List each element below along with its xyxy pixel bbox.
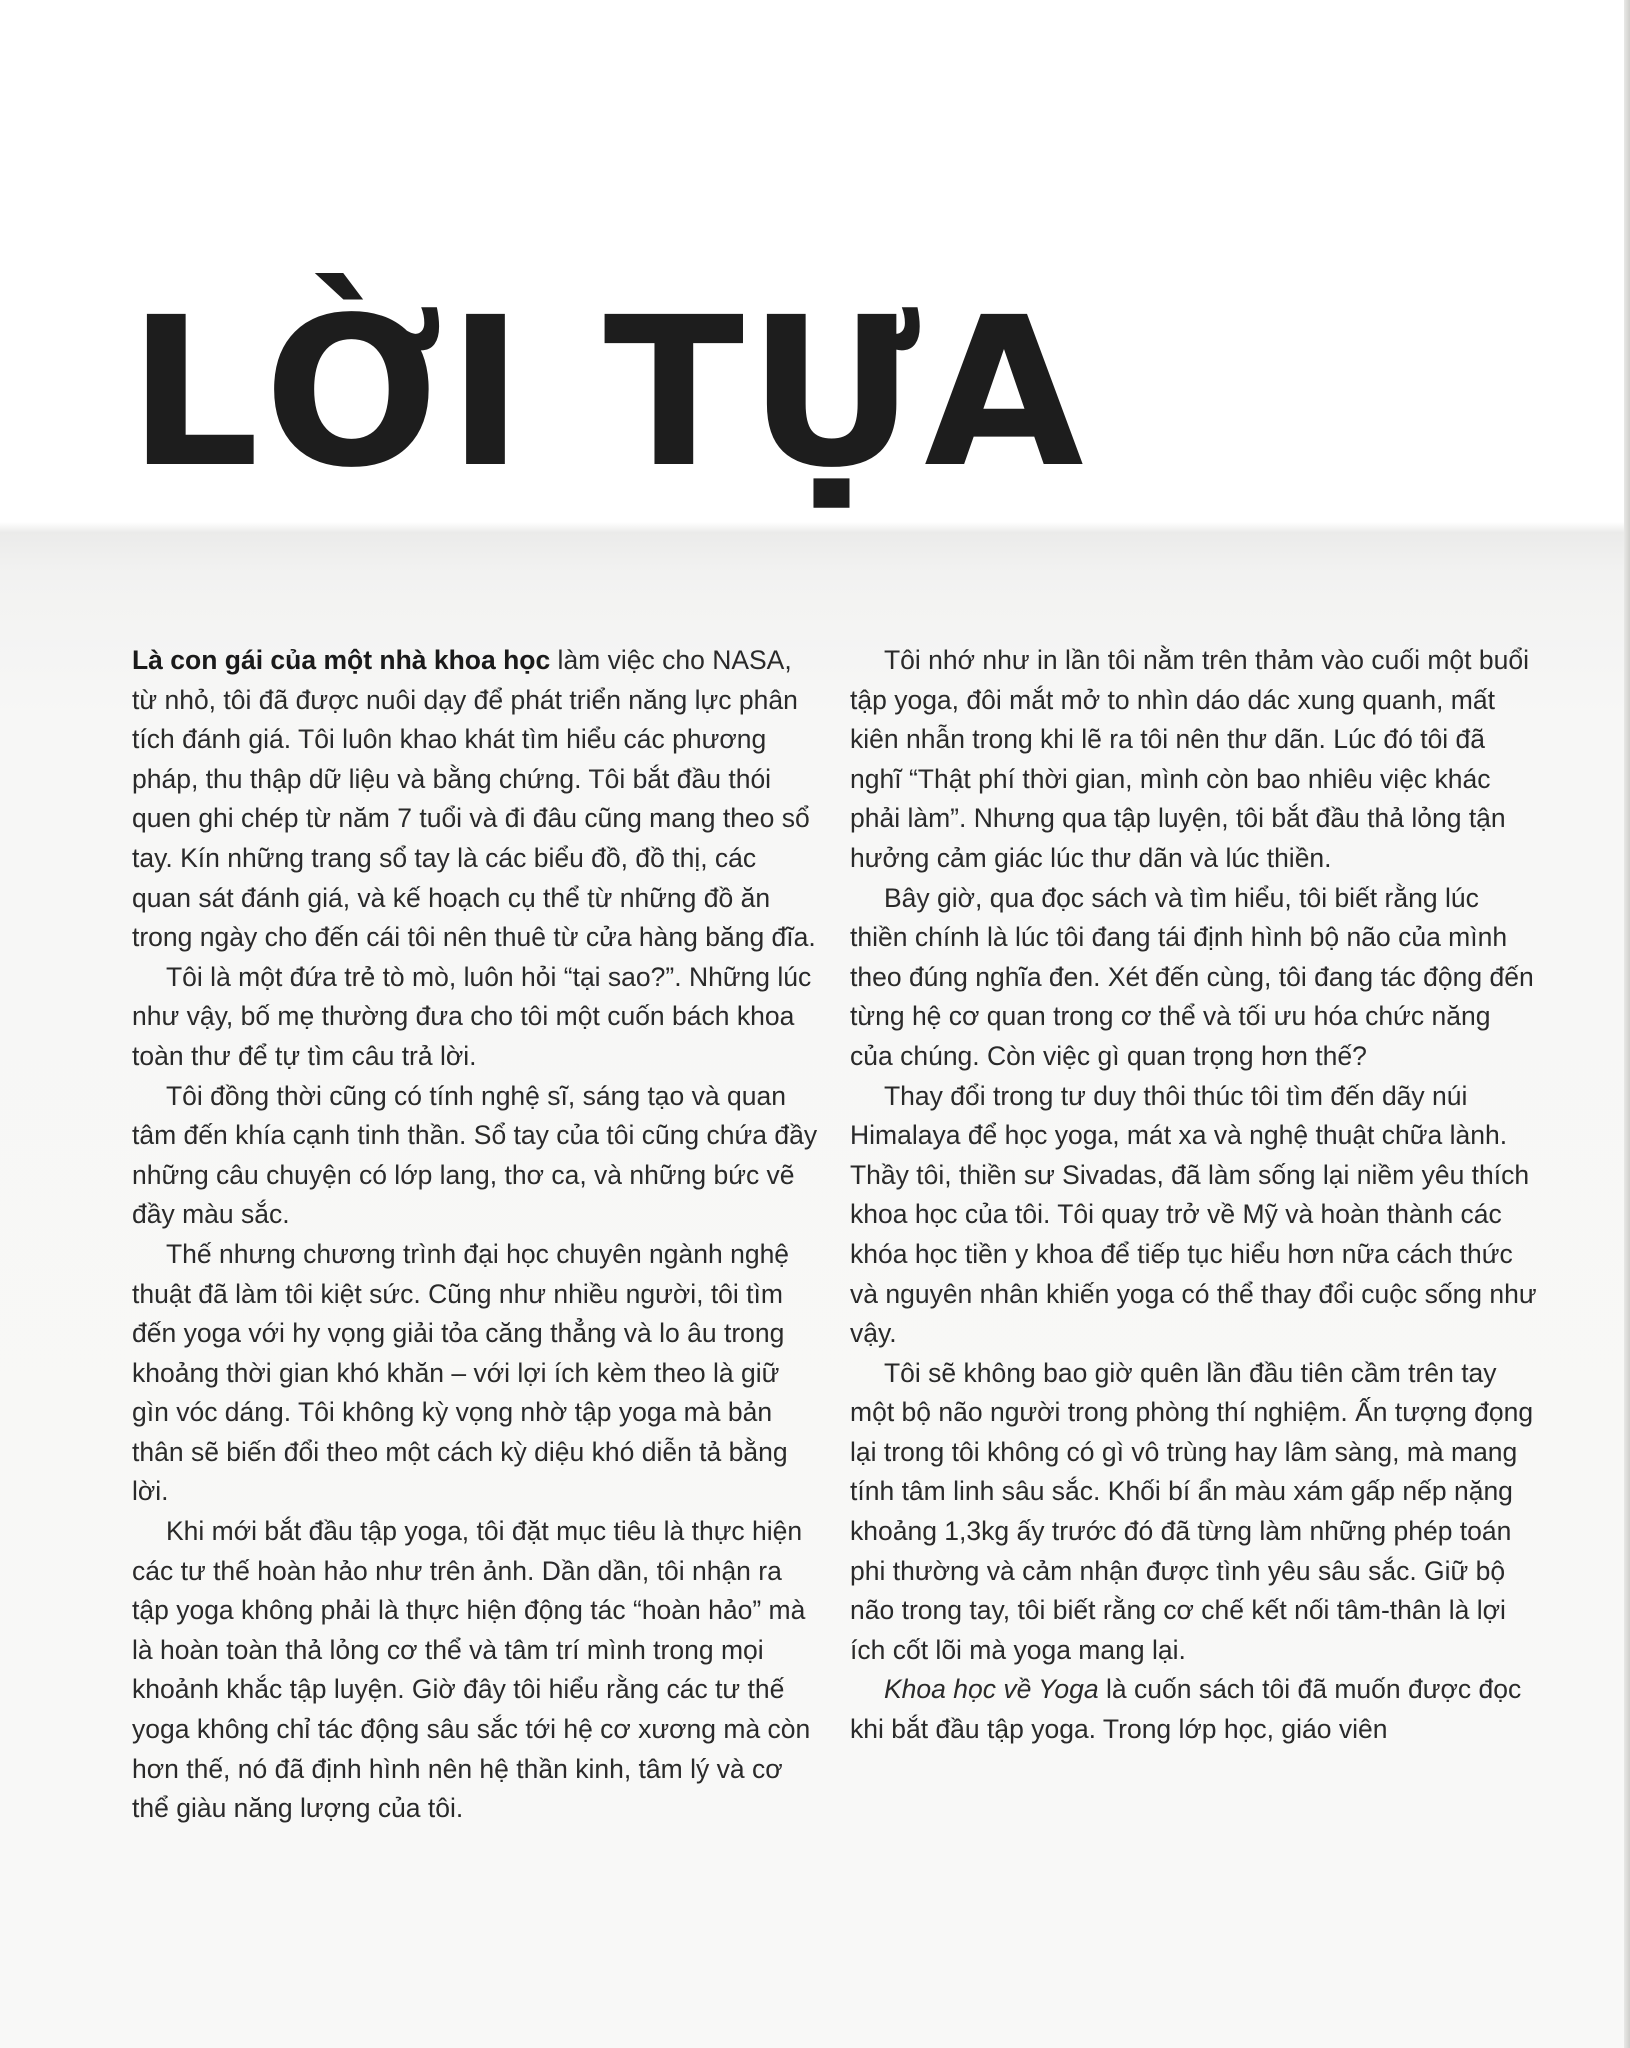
paragraph: Tôi sẽ không bao giờ quên lần đầu tiên cầm trên tay một bộ não người trong phòng thí nghiệm. Ấn tượng đọng lại trong tôi không có gì vô trùng hay lâm sàng, mà mang tính tâm linh sâu sắc. Khối bí ẩn màu xám gấp nếp nặng khoảng 1,3kg ấy trước đó đã từng làm những phép toán phi thường và cảm nhận được tình yêu sâu sắc. Giữ bộ não trong tay, tôi biết rằng cơ chế kết nối tâm-thân là lợi ích cốt lõi mà yoga mang lại. [850, 1357, 1534, 1665]
book-title: Khoa học về Yoga [884, 1674, 1099, 1705]
paragraph: Thay đổi trong tư duy thôi thúc tôi tìm đến dãy núi Himalaya để học yoga, mát xa và nghệ thuật chữa lành. Thầy tôi, thiền sư Sivadas, đã làm sống lại niềm yêu thích khoa học của tôi. Tôi quay trở về Mỹ và hoàn thành các khóa học tiền y khoa để tiếp tục hiểu hơn nữa cách thức và nguyên nhân khiến yoga có thể thay đổi cuộc sống như vậy. [850, 1080, 1537, 1349]
page-title: LỜI TỰA [128, 273, 1088, 513]
page-edge [1624, 0, 1630, 2048]
paragraph: Khi mới bắt đầu tập yoga, tôi đặt mục tiêu là thực hiện các tư thế hoàn hảo như trên ảnh. Dần dần, tôi nhận ra tập yoga không phải là thực hiện động tác “hoàn hảo” mà là hoàn toàn thả lỏng cơ thể và tâm trí mình trong mọi khoảnh khắc tập luyện. Giờ đây tôi hiểu rằng các tư thế yoga không chỉ tác động sâu sắc tới hệ cơ xương mà còn hơn thế, nó đã định hình nên hệ thần kinh, tâm lý và cơ thể giàu năng lượng của tôi. [132, 1516, 811, 1824]
paragraph-text: là cuốn sách tôi đã muốn được đọc khi bắt đầu tập yoga. Trong lớp học, giáo viên [850, 1674, 1522, 1745]
paragraph: Tôi đồng thời cũng có tính nghệ sĩ, sáng tạo và quan tâm đến khía cạnh tinh thần. Sổ tay của tôi cũng chứa đầy những câu chuyện có lớp lang, thơ ca, và những bức vẽ đầy màu sắc. [132, 1080, 818, 1230]
paragraph [132, 641, 822, 958]
paragraph [850, 1670, 1540, 1749]
right-column [850, 641, 1540, 1750]
paragraph: Tôi nhớ như in lần tôi nằm trên thảm vào cuối một buổi tập yoga, đôi mắt mở to nhìn dáo dác xung quanh, mất kiên nhẫn trong khi lẽ ra tôi nên thư dãn. Lúc đó tôi đã nghĩ “Thật phí thời gian, mình còn bao nhiêu việc khác phải làm”. Nhưng qua tập luyện, tôi bắt đầu thả lỏng tận hưởng cảm giác lúc thư dãn và lúc thiền. [850, 645, 1529, 873]
paragraph: Bây giờ, qua đọc sách và tìm hiểu, tôi biết rằng lúc thiền chính là lúc tôi đang tái định hình bộ não của mình theo đúng nghĩa đen. Xét đến cùng, tôi đang tác động đến từng hệ cơ quan trong cơ thể và tối ưu hóa chức năng của chúng. Còn việc gì quan trọng hơn thế? [850, 882, 1534, 1071]
paragraph: Tôi là một đứa trẻ tò mò, luôn hỏi “tại sao?”. Những lúc như vậy, bố mẹ thường đưa cho tôi một cuốn bách khoa toàn thư để tự tìm câu trả lời. [132, 961, 812, 1071]
paragraph: Thế nhưng chương trình đại học chuyên ngành nghệ thuật đã làm tôi kiệt sức. Cũng như nhiều người, tôi tìm đến yoga với hy vọng giải tỏa căng thẳng và lo âu trong khoảng thời gian khó khăn – với lợi ích kèm theo là giữ gìn vóc dáng. Tôi không kỳ vọng nhờ tập yoga mà bản thân sẽ biến đổi theo một cách kỳ diệu khó diễn tả bằng lời. [132, 1238, 790, 1507]
lead-in-text: Là con gái của một nhà khoa học [132, 645, 551, 675]
left-column [132, 641, 822, 1829]
paragraph-text: làm việc cho NASA, từ nhỏ, tôi đã được nuôi dạy để phát triển năng lực phân tích đánh giá. Tôi luôn khao khát tìm hiểu các phương pháp, thu thập dữ liệu và bằng chứng. Tôi bắt đầu thói quen ghi chép từ năm 7 tuổi và đi đâu cũng mang theo sổ tay. Kín những trang sổ tay là các biểu đồ, đồ thị, các quan sát đánh giá, và kế hoạch cụ thể từ những đồ ăn trong ngày cho đến cái tôi nên thuê từ cửa hàng băng đĩa. [132, 645, 816, 953]
